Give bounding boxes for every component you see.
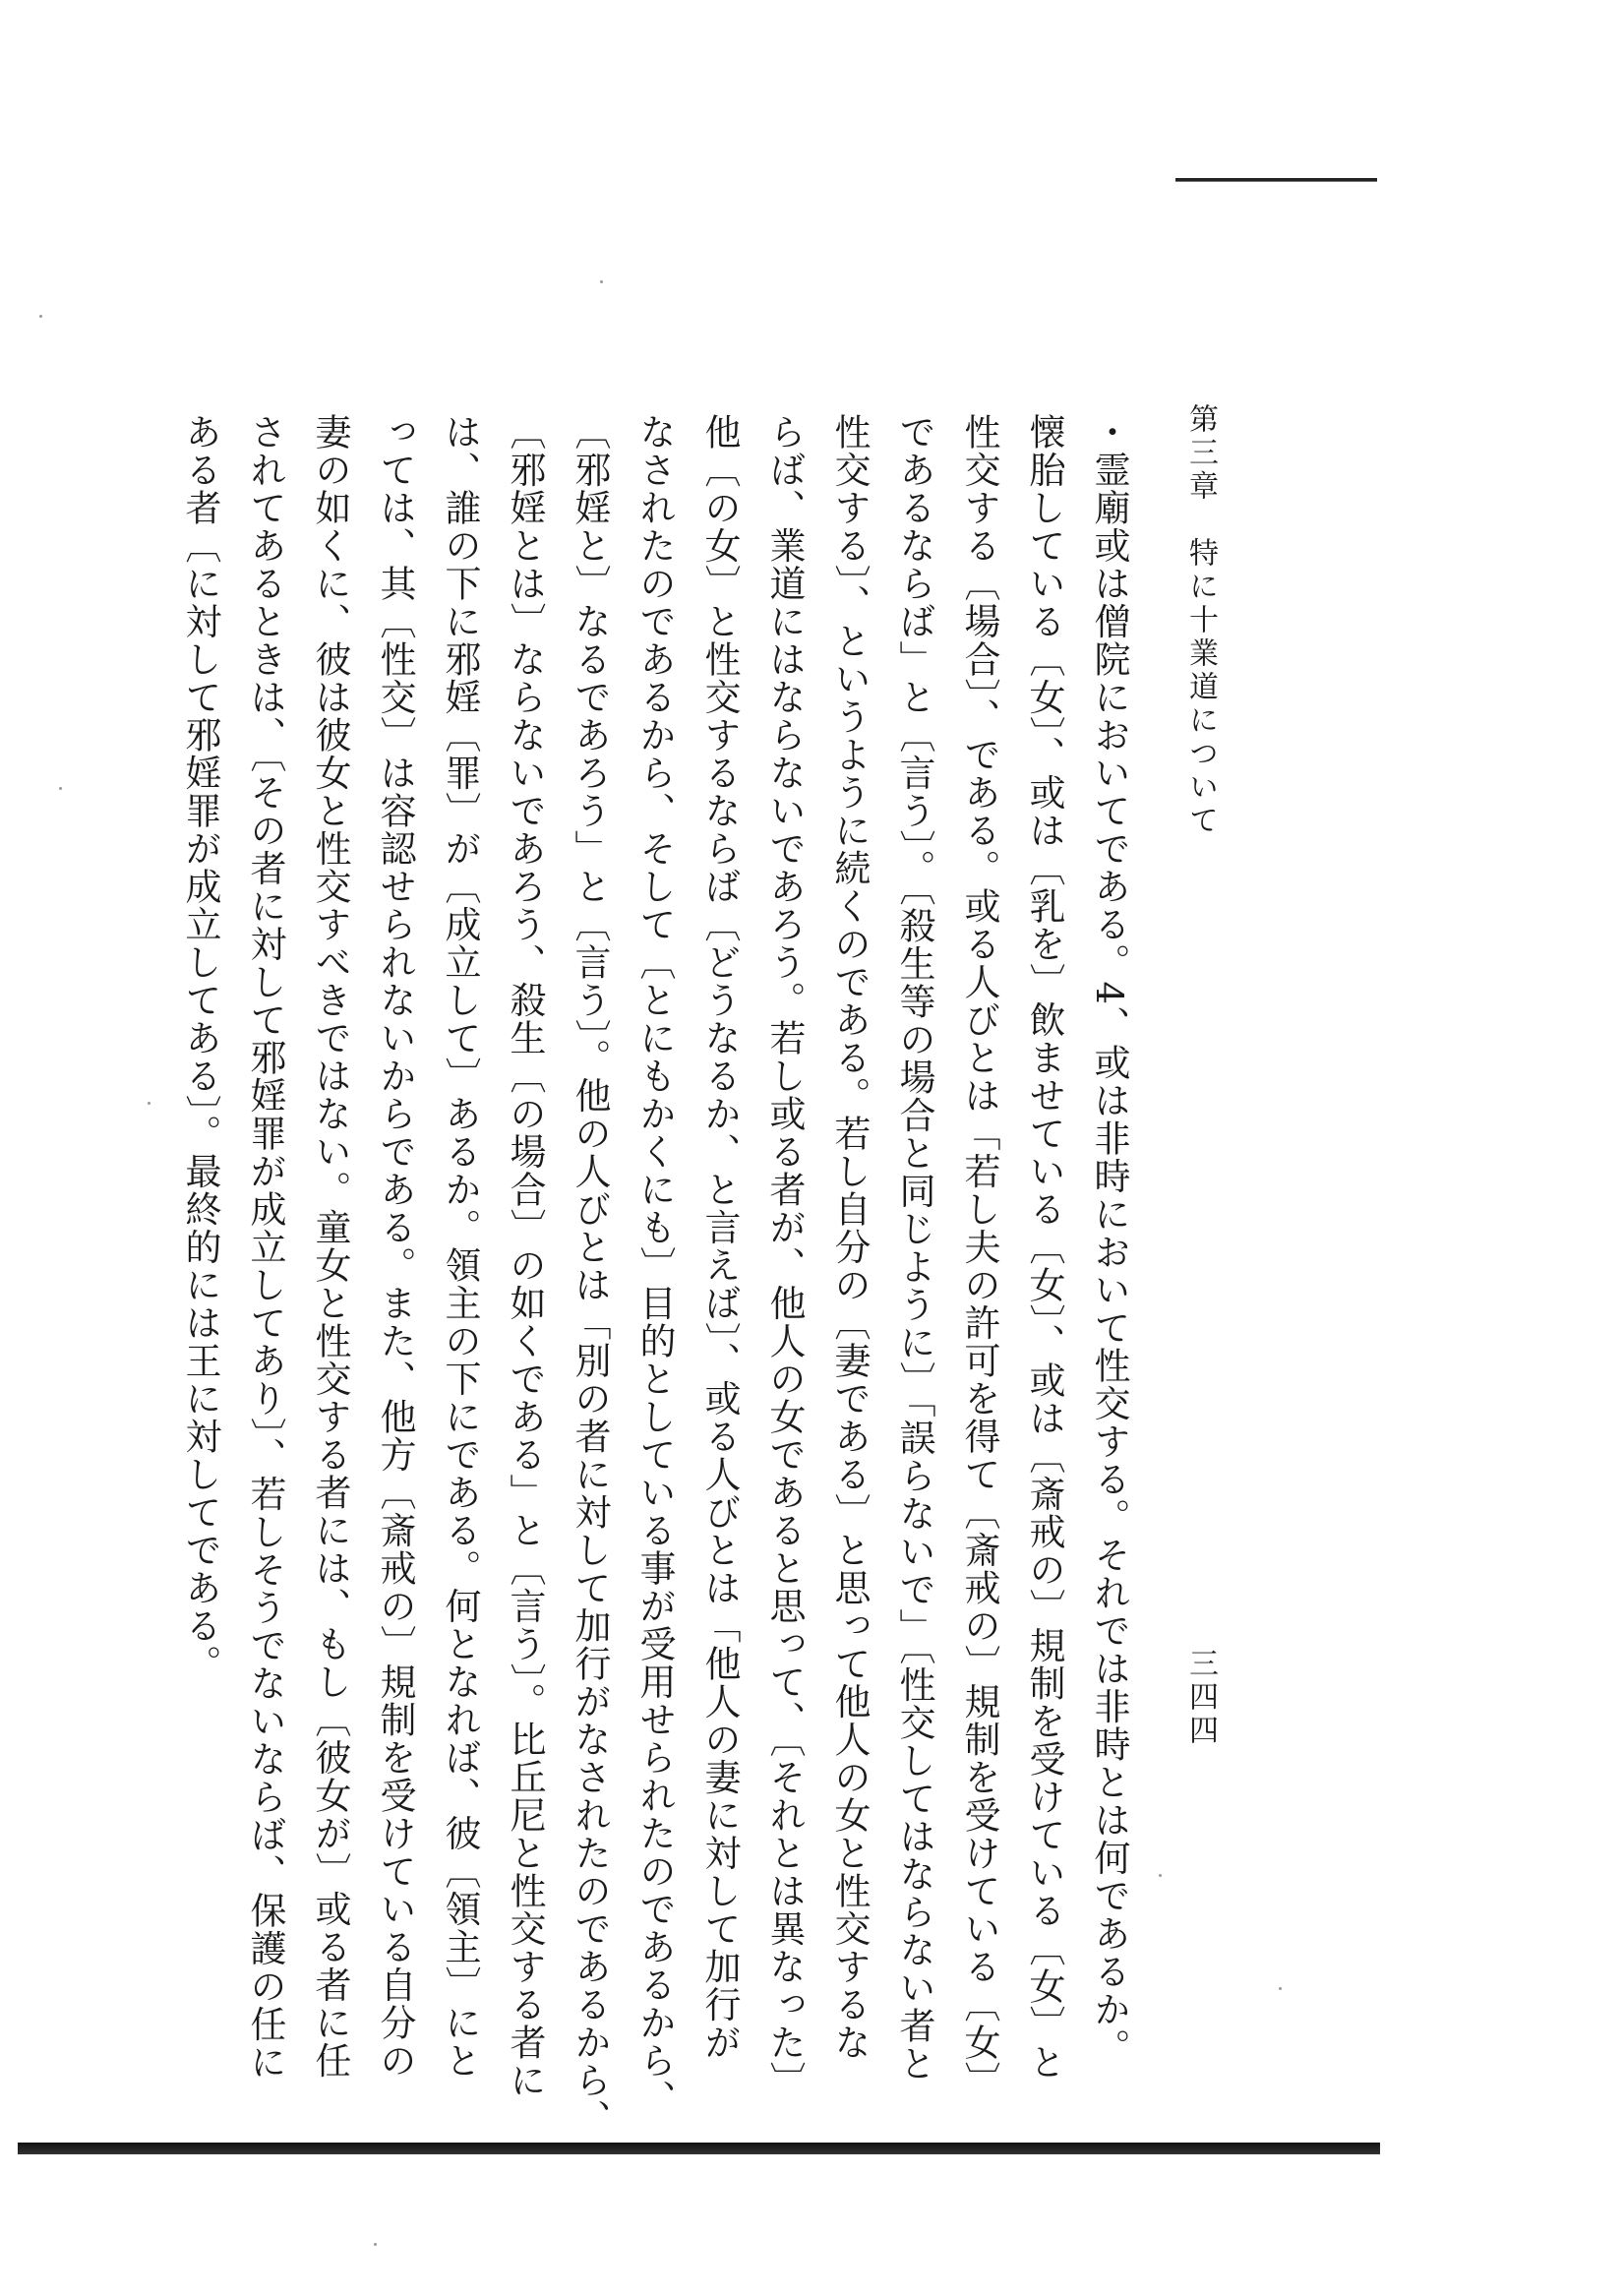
text-line-13: 妻の如くに、彼は彼女と性交すべきではない。童女と性交する者には、もし〔彼女が〕或る者に任 bbox=[309, 413, 351, 2080]
text-line-10: 〔邪婬とは〕ならないであろう、殺生〔の場合〕の如くである」と〔言う〕。比丘尼と性交する者に bbox=[504, 413, 546, 2099]
scan-speck bbox=[59, 787, 62, 790]
text-line-4: であるならば」と〔言う〕。〔殺生等の場合と同じように〕「誤らないで」〔性交してはならない者と bbox=[893, 413, 935, 2083]
text-line-3: 性交する〔場合〕、である。或る人びとは「若し夫の許可を得て〔斎戒の〕規制を受けている〔女〕 bbox=[958, 413, 1000, 2099]
text-line-11: は、誰の下に邪婬〔罪〕が〔成立して〕あるか。領主の下にである。何となれば、彼〔領主〕にと bbox=[439, 413, 481, 2080]
text-line-14: されてあるときは、〔その者に対して邪婬罪が成立してあり〕、若しそうでないならば、保護の任に bbox=[244, 413, 286, 2082]
scan-speck bbox=[600, 280, 603, 283]
text-line-5: 性交する〕、というように続くのである。若し自分の〔妻である〕と思って他人の女と性交するな bbox=[828, 413, 871, 2062]
scan-speck bbox=[1279, 1987, 1282, 1990]
page-number: 三四四 bbox=[1183, 1648, 1218, 1748]
text-line-15: ある者〔に対して邪婬罪が成立してある〕。最終的には王に対してである。 bbox=[179, 413, 221, 1683]
scan-speck bbox=[374, 2243, 377, 2246]
bottom-rule bbox=[18, 2143, 1380, 2154]
text-line-9: 〔邪婬と〕なるであろう」と〔言う〕。他の人びとは「別の者に対して加行がなされたのであるから、 bbox=[569, 413, 611, 2138]
text-line-12: っては、其〔性交〕は容認せられないからである。また、他方〔斎戒の〕規制を受けている自分の bbox=[374, 413, 416, 2080]
scan-speck bbox=[148, 1102, 150, 1105]
text-line-1: ・霊廟或は僧院においてである。4、或は非時において性交する。それでは非時とは何であるか。 bbox=[1088, 413, 1130, 2067]
top-rule-shadow bbox=[1175, 181, 1377, 182]
scan-speck bbox=[39, 315, 42, 318]
text-line-2: 懐胎している〔女〕、或は〔乳を〕飲ませている〔女〕、或は〔斎戒の〕規制を受けている〔女〕と bbox=[1023, 413, 1065, 2082]
body-text bbox=[179, 413, 1141, 2138]
text-line-7: 他〔の女〕と性交するならば〔どうなるか、と言えば〕、或る人びとは「他人の妻に対して加行が bbox=[698, 413, 741, 2062]
scan-speck bbox=[1159, 1874, 1162, 1877]
text-line-6: らば、業道にはならないであろう。若し或る者が、他人の女であると思って、〔それとは異なった〕 bbox=[763, 413, 806, 2099]
running-head: 第三章 特に十業道について bbox=[1183, 403, 1218, 838]
text-line-8: なされたのであるから、そして〔とにもかくにも〕目的としている事が受用せられたのであるから、 bbox=[633, 413, 676, 2118]
